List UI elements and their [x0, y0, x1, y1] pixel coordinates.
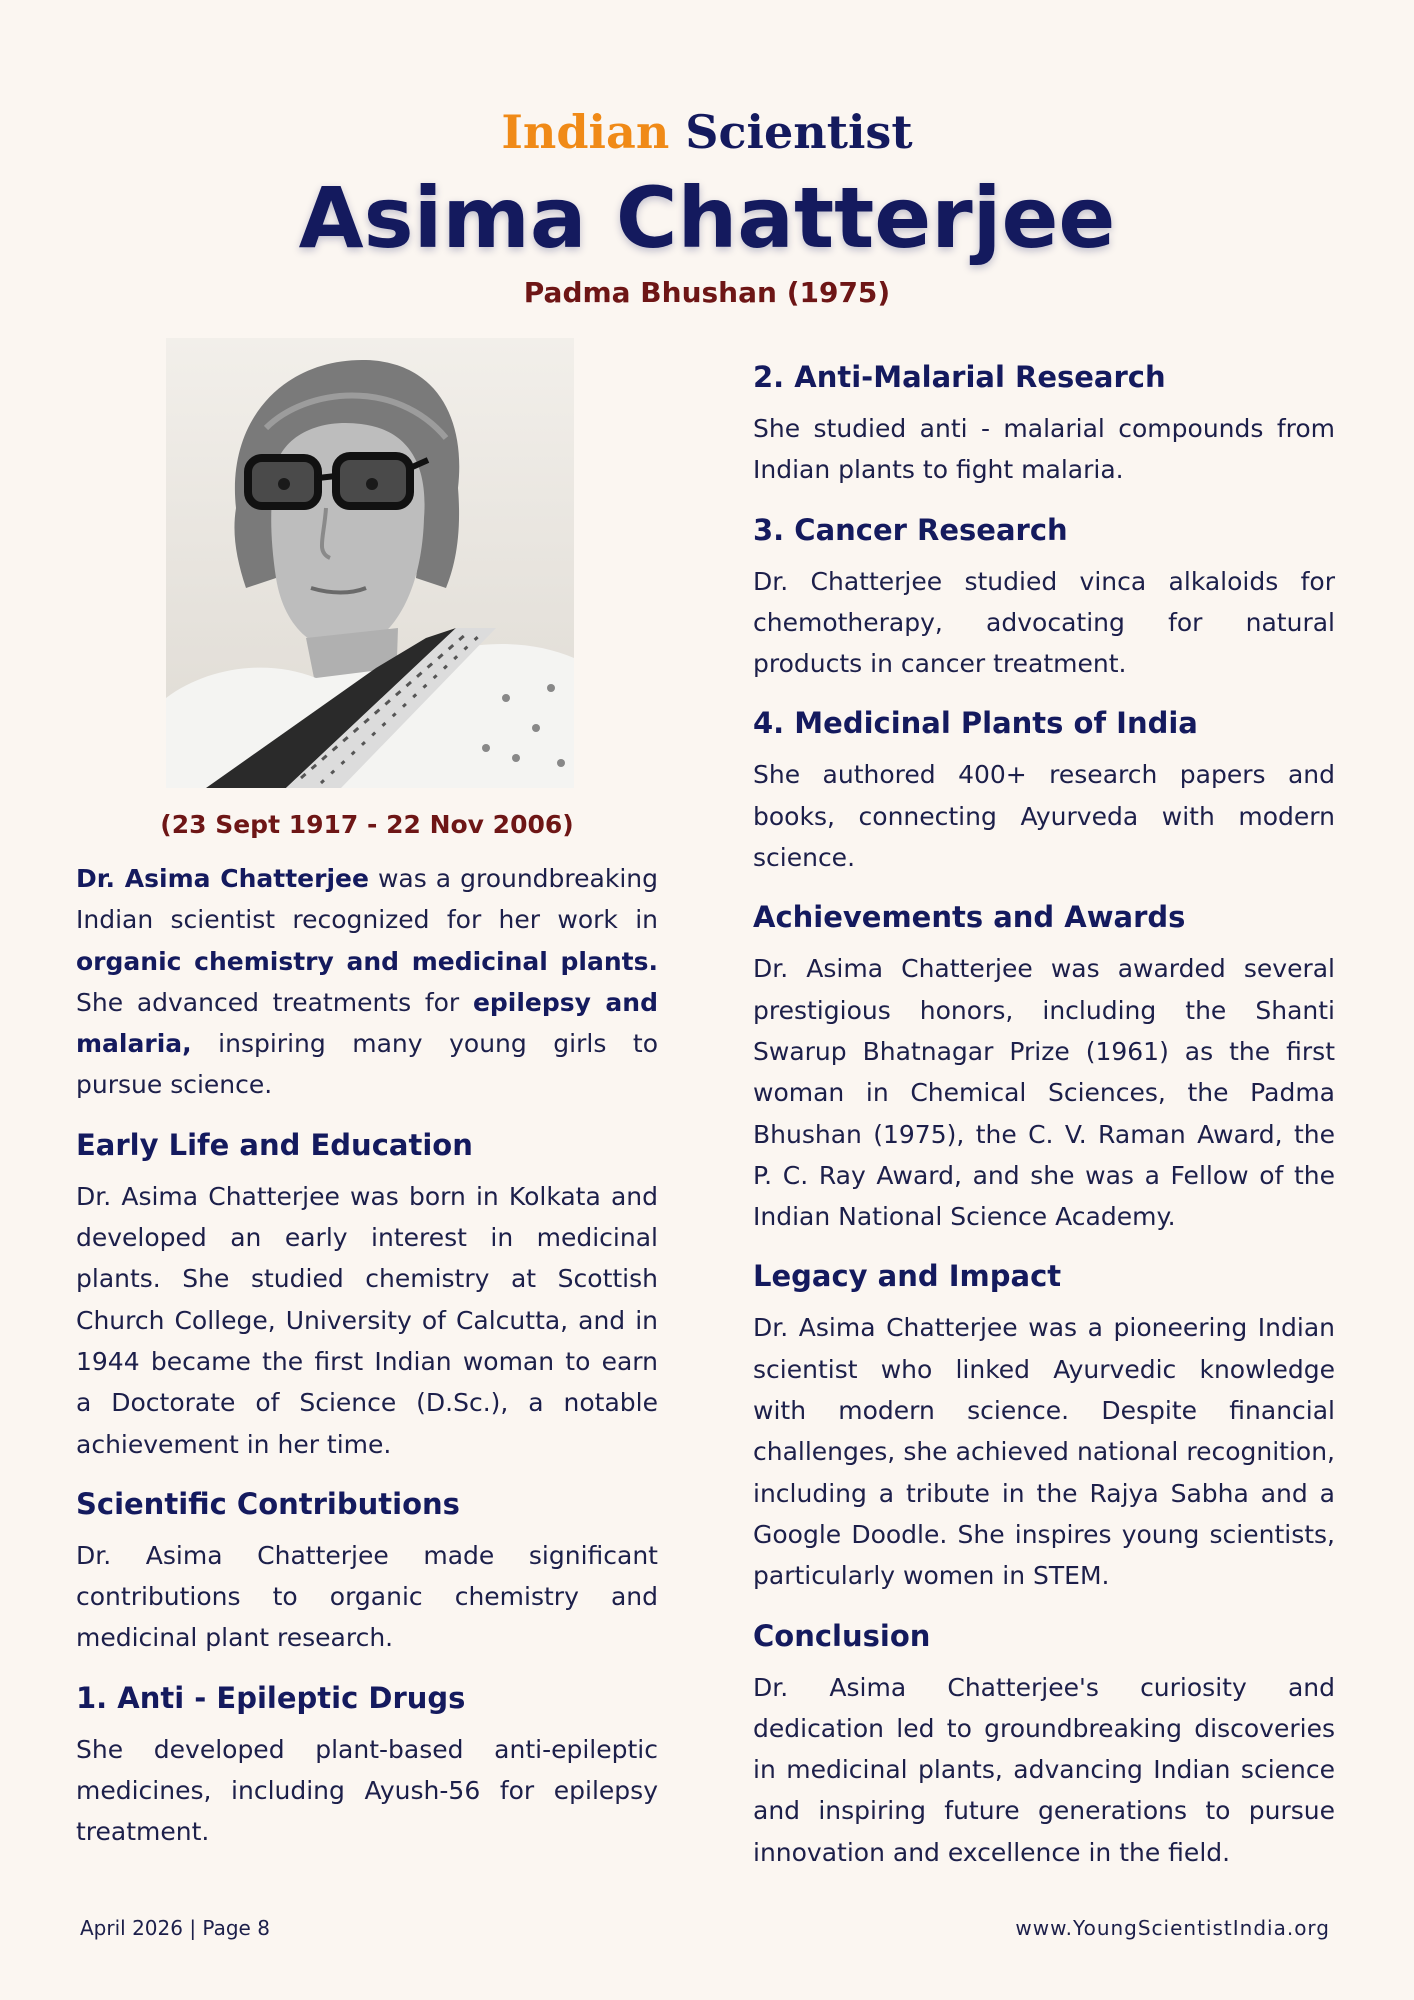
- medicinal-plants-heading: 4. Medicinal Plants of India: [753, 706, 1198, 741]
- intro-text-3: inspiring many young girls to pursue science.: [76, 1029, 658, 1100]
- page-header: [0, 100, 1414, 309]
- award-subtitle: Padma Bhushan (1975): [523, 276, 891, 309]
- intro-bold-name: Dr. Asima Chatterjee: [76, 864, 369, 893]
- intro-bold-field: organic chemistry and medicinal plants.: [76, 946, 658, 976]
- footer-website-link[interactable]: www.YoungScientistIndia.org: [1015, 1916, 1330, 1940]
- kicker-title: [0, 100, 1414, 164]
- portrait-photo: [166, 338, 574, 788]
- legacy-text: Dr. Asima Chatterjee was a pioneering Indian scientist who linked Ayurvedic knowledge with modern science. Despite financial challenges, she achieved national recognition, including a tribute in the Rajya Sabha and a Google Doodle. She inspires young scientists, particularly women in STEM.: [753, 1313, 1335, 1591]
- legacy-heading: Legacy and Impact: [753, 1259, 1062, 1294]
- anti-epileptic-text: She developed plant-based anti-epileptic medicines, including Ayush-56 for epilepsy treatment.: [76, 1734, 658, 1847]
- life-dates: (23 Sept 1917 - 22 Nov 2006): [160, 810, 574, 839]
- intro-paragraph: [76, 858, 658, 1106]
- intro-text-1: was a groundbreaking Indian scientist recognized for her work in: [76, 864, 658, 935]
- anti-epileptic-heading: 1. Anti - Epileptic Drugs: [76, 1680, 466, 1715]
- conclusion-heading: Conclusion: [753, 1618, 931, 1653]
- contributions-text: Dr. Asima Chatterjee made significant contributions to organic chemistry and medicinal plant research.: [76, 1540, 658, 1653]
- cancer-text: Dr. Chatterjee studied vinca alkaloids for chemotherapy, advocating for natural products in cancer treatment.: [753, 566, 1335, 679]
- early-life-heading: Early Life and Education: [76, 1127, 473, 1162]
- early-life-text: Dr. Asima Chatterjee was born in Kolkata and developed an early interest in medicinal plants. She studied chemistry at Scottish Church College, University of Calcutta, and in 1944 became the first Indian woman to earn a Doctorate of Science (D.Sc.), a notable achievement in her time.: [76, 1181, 658, 1459]
- cancer-heading: 3. Cancer Research: [753, 512, 1068, 547]
- intro-bold-diseases: epilepsy and malaria,: [76, 987, 658, 1059]
- conclusion-text: Dr. Asima Chatterjee's curiosity and dedication led to groundbreaking discoveries in medicinal plants, advancing Indian science and inspiring future generations to pursue innovation and excellence in the field.: [753, 1672, 1335, 1867]
- kicker-word-2: Scientist: [685, 105, 913, 159]
- awards-text: Dr. Asima Chatterjee was awarded several prestigious honors, including the Shanti Swarup Bhatnagar Prize (1961) as the first woman in Chemical Sciences, the Padma Bhushan (1975), the C. V. Raman Award, the P. C. Ray Award, and she was a Fellow of the Indian National Science Academy.: [753, 954, 1335, 1232]
- awards-heading: Achievements and Awards: [753, 900, 1186, 935]
- contributions-heading: Scientific Contributions: [76, 1486, 460, 1521]
- medicinal-plants-text: She authored 400+ research papers and books, connecting Ayurveda with modern science.: [753, 760, 1335, 873]
- footer-issue: April 2026 | Page 8: [80, 1916, 270, 1940]
- kicker-word-1: Indian: [501, 105, 670, 159]
- intro-text-2: She advanced treatments for: [76, 987, 473, 1017]
- anti-malarial-text: She studied anti - malarial compounds from Indian plants to fight malaria.: [753, 414, 1335, 485]
- right-column: [753, 357, 1335, 1873]
- anti-malarial-heading: 2. Anti-Malarial Research: [753, 360, 1166, 394]
- left-column: [76, 858, 658, 1853]
- scientist-name: Asima Chatterjee: [298, 169, 1116, 267]
